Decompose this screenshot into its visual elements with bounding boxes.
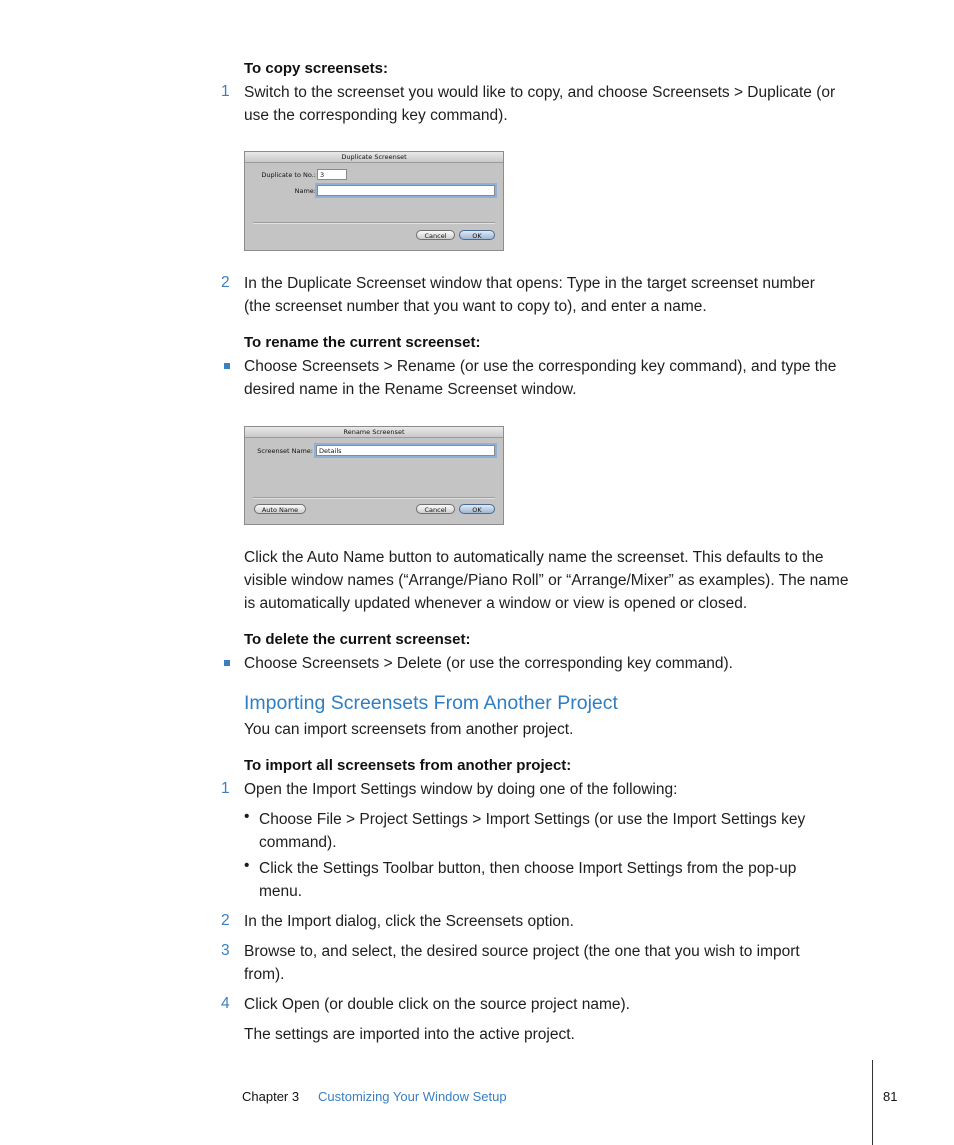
- step-number: 2: [221, 274, 230, 291]
- import-bullet-2: [259, 857, 796, 903]
- ok-button[interactable]: OK: [459, 504, 495, 514]
- step-number: 4: [221, 995, 230, 1012]
- auto-name-button[interactable]: Auto Name: [254, 504, 306, 514]
- delete-heading: To delete the current screenset:: [244, 631, 471, 648]
- copy-step-2: [244, 272, 815, 318]
- text-line: Choose Screensets > Rename (or use the corresponding key command), and type the: [244, 358, 837, 375]
- import-step-4: Click Open (or double click on the source project name).: [244, 996, 630, 1013]
- text-line: (the screenset number that you want to copy to), and enter a name.: [244, 298, 707, 315]
- text-line: is automatically updated whenever a window or view is opened or closed.: [244, 595, 748, 612]
- text-line: from).: [244, 966, 285, 983]
- rename-bullet: [244, 355, 836, 401]
- dialog-divider: [253, 222, 495, 224]
- footer-chapter-title: Customizing Your Window Setup: [318, 1089, 507, 1104]
- name-field[interactable]: [317, 185, 495, 196]
- duplicate-to-label: Duplicate to No.:: [261, 171, 316, 179]
- screenset-name-field[interactable]: Details: [316, 445, 495, 456]
- text-line: Click the Settings Toolbar button, then choose Import Settings from the pop-up: [259, 860, 797, 877]
- copy-step-1: [244, 81, 835, 127]
- text-line: Choose File > Project Settings > Import Settings (or use the Import Settings key: [259, 811, 806, 828]
- cancel-button[interactable]: Cancel: [416, 230, 455, 240]
- import-step-1: Open the Import Settings window by doing one of the following:: [244, 781, 678, 798]
- step-number: 2: [221, 912, 230, 929]
- step-number: 3: [221, 942, 230, 959]
- import-bullet-1: [259, 808, 805, 854]
- ok-button[interactable]: OK: [459, 230, 495, 240]
- import-step-2: In the Import dialog, click the Screensets option.: [244, 913, 574, 930]
- screenset-name-label: Screenset Name:: [257, 447, 313, 455]
- import-heading: To import all screensets from another project:: [244, 757, 572, 774]
- import-intro: You can import screensets from another project.: [244, 721, 574, 738]
- footer-rule: [872, 1060, 873, 1145]
- duplicate-number-field[interactable]: 3: [317, 169, 347, 180]
- footer-chapter: Chapter 3: [242, 1089, 300, 1104]
- text-line: In the Duplicate Screenset window that opens: Type in the target screenset number: [244, 275, 815, 292]
- dialog-title: Duplicate Screenset: [245, 152, 503, 163]
- rename-screenset-dialog: [244, 426, 504, 525]
- text-line: Switch to the screenset you would like to copy, and choose Screensets > Duplicate (or: [244, 84, 836, 101]
- dialog-divider: [253, 497, 495, 499]
- text-line: desired name in the Rename Screenset window.: [244, 381, 577, 398]
- name-label: Name:: [294, 187, 316, 195]
- page-number: 81: [883, 1089, 898, 1104]
- text-line: visible window names (“Arrange/Piano Roll” or “Arrange/Mixer” as examples). The name: [244, 572, 849, 589]
- import-step-3: [244, 940, 800, 986]
- copy-heading: To copy screensets:: [244, 60, 388, 77]
- import-closing: The settings are imported into the active project.: [244, 1026, 575, 1043]
- bullet-square: [224, 660, 230, 666]
- step-number: 1: [221, 780, 230, 797]
- auto-name-paragraph: [244, 546, 848, 615]
- rename-heading: To rename the current screenset:: [244, 334, 481, 351]
- section-title: Importing Screensets From Another Project: [244, 692, 618, 714]
- bullet-dot: •: [244, 857, 250, 874]
- dialog-title: Rename Screenset: [245, 427, 503, 438]
- text-line: menu.: [259, 883, 303, 900]
- text-line: Browse to, and select, the desired source project (the one that you wish to import: [244, 943, 800, 960]
- delete-bullet: Choose Screensets > Delete (or use the corresponding key command).: [244, 655, 733, 672]
- text-line: command).: [259, 834, 337, 851]
- step-number: 1: [221, 83, 230, 100]
- bullet-dot: •: [244, 808, 250, 825]
- bullet-square: [224, 363, 230, 369]
- text-line: Click the Auto Name button to automatically name the screenset. This defaults to the: [244, 549, 824, 566]
- cancel-button[interactable]: Cancel: [416, 504, 455, 514]
- text-line: use the corresponding key command).: [244, 107, 508, 124]
- duplicate-screenset-dialog: [244, 151, 504, 251]
